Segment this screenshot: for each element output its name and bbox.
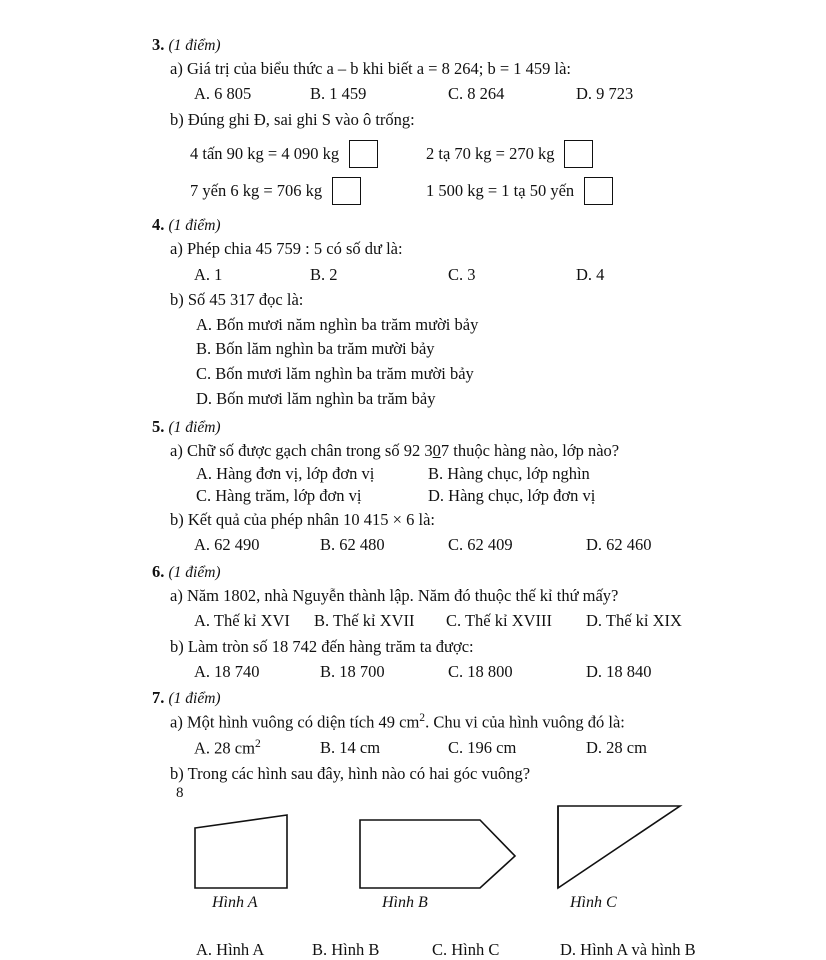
question-5a-options-row-2 — [170, 486, 766, 506]
question-5-points: (1 điểm) — [168, 418, 221, 436]
question-5a-prompt-pre: a) Chữ số được gạch chân trong số 92 3 — [170, 440, 433, 460]
question-4b-option-a[interactable]: A. Bốn mươi năm nghìn ba trăm mười bảy — [196, 314, 479, 334]
shapes-svg — [170, 798, 770, 918]
option-b[interactable]: B. 18 700 — [320, 662, 385, 682]
question-3-number: 3. — [152, 35, 165, 54]
question-3 — [152, 35, 766, 205]
shape-c-caption: Hình C — [570, 893, 617, 911]
option-a[interactable]: A. 6 805 — [194, 84, 252, 104]
question-7a-prompt-superscript: 2 — [419, 712, 426, 725]
tf-statement-3 — [190, 177, 426, 205]
option-c[interactable]: C. 8 264 — [448, 84, 505, 104]
option-b[interactable]: B. 62 480 — [320, 535, 385, 555]
option-c[interactable]: C. 3 — [448, 264, 476, 284]
shape-b-caption: Hình B — [382, 893, 428, 911]
tf-statement-3-text: 7 yến 6 kg = 706 kg — [190, 181, 323, 201]
question-7a-options — [170, 736, 766, 760]
question-5a-options-row-1 — [170, 464, 766, 484]
question-6 — [152, 561, 766, 684]
page-number: 8 — [176, 785, 184, 801]
question-4-points: (1 điểm) — [168, 217, 221, 235]
option-c[interactable]: C. 18 800 — [448, 662, 513, 682]
option-d[interactable]: D. 18 840 — [586, 662, 652, 682]
tf-statement-1-text: 4 tấn 90 kg = 4 090 kg — [190, 144, 340, 164]
question-6-points: (1 điểm) — [168, 563, 221, 581]
question-5 — [152, 416, 766, 557]
question-5-heading — [152, 417, 766, 437]
question-3b-row-2 — [170, 177, 766, 205]
question-6-number: 6. — [152, 561, 165, 581]
question-7a-prompt-post: . Chu vi của hình vuông đó là: — [425, 712, 625, 732]
option-a-superscript: 2 — [254, 738, 261, 751]
question-3a-options — [170, 82, 766, 105]
shape-a-caption: Hình A — [212, 893, 258, 911]
option-b[interactable]: B. 1 459 — [310, 84, 367, 104]
option-d[interactable]: D. 28 cm — [586, 738, 647, 758]
question-5b-options — [170, 533, 766, 556]
question-5-number: 5. — [152, 416, 165, 436]
tf-statement-4 — [426, 177, 613, 205]
question-4a-options — [170, 263, 766, 286]
option-d[interactable]: D. 4 — [576, 264, 605, 284]
tf-checkbox-4[interactable] — [584, 177, 613, 205]
option-c[interactable]: C. Thế kỉ XVIII — [446, 611, 553, 631]
option-a[interactable]: A. 1 — [194, 264, 223, 284]
shape-c-polygon — [558, 806, 680, 888]
question-7-heading — [152, 688, 766, 708]
option-c[interactable]: C. Hình C — [432, 939, 500, 959]
tf-statement-1 — [190, 140, 426, 168]
option-c[interactable]: C. 196 cm — [448, 738, 517, 758]
tf-checkbox-3[interactable] — [332, 177, 361, 205]
shape-b-polygon — [360, 820, 515, 888]
question-4b-prompt: b) Số 45 317 đọc là: — [170, 290, 304, 310]
question-7-points: (1 điểm) — [168, 690, 221, 708]
tf-checkbox-1[interactable] — [349, 140, 378, 168]
option-c[interactable]: C. 62 409 — [448, 535, 513, 555]
option-b[interactable]: B. Hình B — [312, 939, 380, 959]
option-a-text: A. 28 cm — [194, 738, 255, 758]
question-4a-prompt: a) Phép chia 45 759 : 5 có số dư là: — [170, 239, 403, 259]
question-6a-options — [170, 609, 766, 632]
option-a[interactable]: A. Thế kỉ XVI — [194, 611, 290, 631]
question-4 — [152, 215, 766, 411]
question-4b-option-d[interactable]: D. Bốn mươi lăm nghìn ba trăm bảy — [196, 388, 436, 408]
question-3a-prompt: a) Giá trị của biểu thức a – b khi biết a = 8 264; b = 1 459 là: — [170, 59, 571, 78]
option-c[interactable]: C. Hàng trăm, lớp đơn vị — [196, 485, 362, 505]
question-4-number: 4. — [152, 215, 165, 235]
option-d[interactable]: D. 9 723 — [576, 84, 634, 104]
option-d[interactable]: D. Thế kỉ XIX — [586, 611, 682, 631]
tf-statement-2 — [426, 140, 593, 168]
question-7a-prompt-pre: a) Một hình vuông có diện tích 49 cm — [170, 712, 420, 732]
option-d[interactable]: D. 62 460 — [586, 535, 652, 555]
question-4-heading — [152, 215, 766, 235]
option-a[interactable]: A. 62 490 — [194, 535, 260, 555]
option-a[interactable]: A. Hàng đơn vị, lớp đơn vị — [196, 463, 375, 483]
question-3b-prompt: b) Đúng ghi Đ, sai ghi S vào ô trống: — [170, 109, 415, 129]
question-4b-option-c[interactable]: C. Bốn mươi lăm nghìn ba trăm mười bảy — [196, 364, 474, 384]
option-d[interactable]: D. Hình A và hình B — [560, 939, 696, 959]
question-3b-row-1 — [170, 140, 766, 168]
question-5b-prompt: b) Kết quả của phép nhân 10 415 × 6 là: — [170, 509, 435, 529]
question-3-heading — [152, 35, 766, 55]
question-6b-prompt: b) Làm tròn số 18 742 đến hàng trăm ta được: — [170, 636, 474, 656]
question-5a-prompt-post: 7 thuộc hàng nào, lớp nào? — [440, 440, 620, 460]
option-b[interactable]: B. Thế kỉ XVII — [314, 611, 415, 631]
question-7-number: 7. — [152, 688, 165, 708]
question-4b-option-b[interactable]: B. Bốn lăm nghìn ba trăm mười bảy — [196, 339, 435, 359]
tf-statement-4-text: 1 500 kg = 1 tạ 50 yến — [426, 181, 575, 201]
question-6b-options — [170, 660, 766, 683]
option-b[interactable]: B. 2 — [310, 264, 338, 284]
tf-statement-2-text: 2 tạ 70 kg = 270 kg — [426, 144, 555, 164]
question-5a-underlined-digit: 0 — [432, 440, 441, 460]
question-3-points: (1 điểm) — [168, 37, 221, 54]
question-7a-prompt — [170, 710, 766, 734]
option-a[interactable]: A. Hình A — [196, 939, 265, 959]
option-d[interactable]: D. Hàng chục, lớp đơn vị — [428, 485, 596, 505]
question-5a-prompt — [170, 439, 766, 462]
option-a[interactable] — [194, 736, 320, 760]
option-a[interactable]: A. 18 740 — [194, 662, 260, 682]
question-6-heading — [152, 562, 766, 582]
question-7b-figures — [170, 798, 766, 918]
tf-checkbox-2[interactable] — [564, 140, 593, 168]
option-b[interactable]: B. Hàng chục, lớp nghìn — [428, 463, 590, 483]
option-b[interactable]: B. 14 cm — [320, 738, 381, 758]
question-6a-prompt: a) Năm 1802, nhà Nguyễn thành lập. Năm đó thuộc thế kỉ thứ mấy? — [170, 585, 619, 605]
question-7b-prompt: b) Trong các hình sau đây, hình nào có hai góc vuông? — [170, 764, 531, 784]
question-7b-options — [170, 940, 766, 960]
question-7 — [152, 688, 766, 959]
